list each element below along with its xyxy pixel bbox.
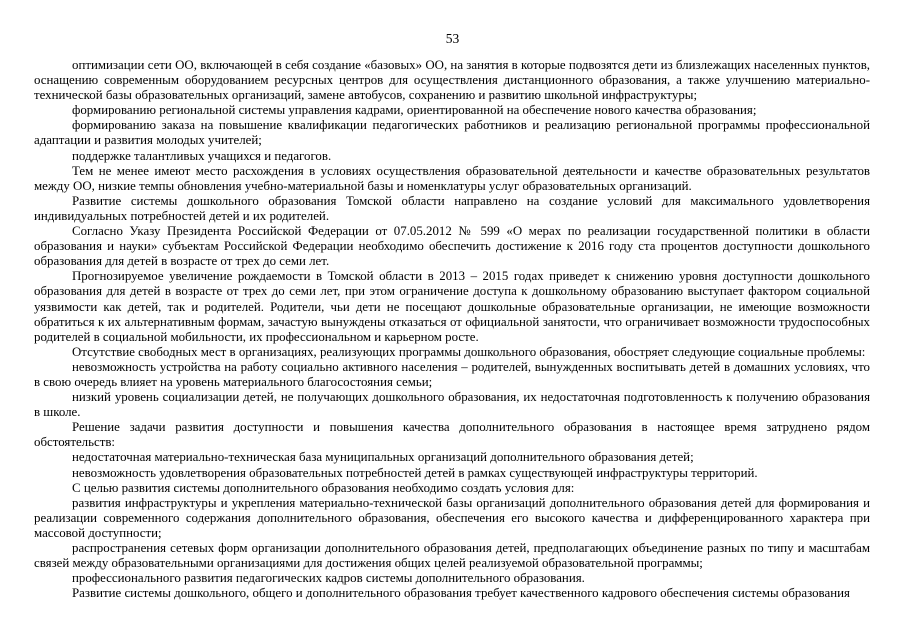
- paragraph: профессионального развития педагогических кадров системы дополнительного образования.: [72, 571, 585, 586]
- paragraph: Прогнозируемое увеличение рождаемости в Томской области в 2013 – 2015 годах приведет к снижению уровня доступности дошкольного образования для детей в возрасте от трех до семи лет, при этом ограничение доступа к дошкольному образованию выступает фактором социальной уязвимости как детей, так и родителей. Родители, чьи дети не посещают дошкольные образовательные организации, не имеющие возможности обратиться к их альтернативным формам, зачастую вынуждены отказаться от официальной занятости, что ограничивает возможности трудоспособных родителей в социальной мобильности, их профессиональном и карьерном росте.: [34, 269, 870, 344]
- paragraph: Развитие системы дошкольного, общего и дополнительного образования требует качественного кадрового обеспечения системы образования: [72, 586, 850, 601]
- paragraph: низкий уровень социализации детей, не получающих дошкольного образования, их недостаточная подготовленность к получению образования в школе.: [34, 390, 870, 420]
- page-number: 53: [445, 31, 460, 46]
- paragraph: Тем не менее имеют место расхождения в условиях осуществления образовательной деятельности и качестве образовательных результатов между ОО, низкие темпы обновления учебно-материальной базы и номенклатуры услуг образовательных организаций.: [34, 163, 870, 193]
- paragraph: невозможность устройства на работу социально активного населения – родителей, вынужденных воспитывать детей в домашних условиях, что в свою очередь влияет на уровень материального благосостояния семьи;: [34, 359, 870, 389]
- paragraph: Решение задачи развития доступности и повышения качества дополнительного образования в настоящее время затруднено рядом обстоятельств:: [34, 420, 870, 450]
- paragraph: распространения сетевых форм организации дополнительного образования детей, предполагающих объединение разных по типу и масштабам связей между образовательными организациями для достижения общих целей реализуемой образовательной программы;: [34, 541, 870, 571]
- paragraph: развития инфраструктуры и укрепления материально-технической базы организаций дополнительного образования детей для формирования и реализации современного содержания дополнительного образования, обеспечения его высокого качества и дифференцированного характера при массовой доступности;: [34, 495, 870, 540]
- body-text: [34, 58, 870, 601]
- paragraph: формированию заказа на повышение квалификации педагогических работников и реализацию региональной программы профессиональной адаптации и развития молодых учителей;: [34, 118, 870, 148]
- paragraph: поддержке талантливых учащихся и педагогов.: [72, 148, 332, 163]
- paragraph: оптимизации сети ОО, включающей в себя создание «базовых» ОО, на занятия в которые подвозятся дети из близлежащих населенных пунктов, оснащению современным оборудованием ресурсных центров для осуществления дистанционного образования, а также улучшению материально-технической базы образовательных организаций, замене автобусов, сохранению и развитию школьной инфраструктуры;: [34, 58, 870, 103]
- paragraph: Согласно Указу Президента Российской Федерации от 07.05.2012 № 599 «О мерах по реализации государственной политики в области образования и науки» субъектам Российской Федерации необходимо обеспечить достижение к 2016 году ста процентов доступности дошкольного образования для детей в возрасте от трех до семи лет.: [34, 224, 870, 269]
- paragraph: невозможность удовлетворения образовательных потребностей детей в рамках существующей инфраструктуры территорий.: [72, 465, 758, 480]
- paragraph: формированию региональной системы управления кадрами, ориентированной на обеспечение нового качества образования;: [72, 103, 757, 118]
- paragraph: С целью развития системы дополнительного образования необходимо создать условия для:: [72, 480, 575, 495]
- paragraph: Отсутствие свободных мест в организациях, реализующих программы дошкольного образования, обостряет следующие социальные проблемы:: [72, 344, 866, 359]
- paragraph: недостаточная материально-техническая база муниципальных организаций дополнительного образования детей;: [72, 450, 694, 465]
- paragraph: Развитие системы дошкольного образования Томской области направлено на создание условий для максимального удовлетворения индивидуальных потребностей детей и их родителей.: [34, 193, 870, 223]
